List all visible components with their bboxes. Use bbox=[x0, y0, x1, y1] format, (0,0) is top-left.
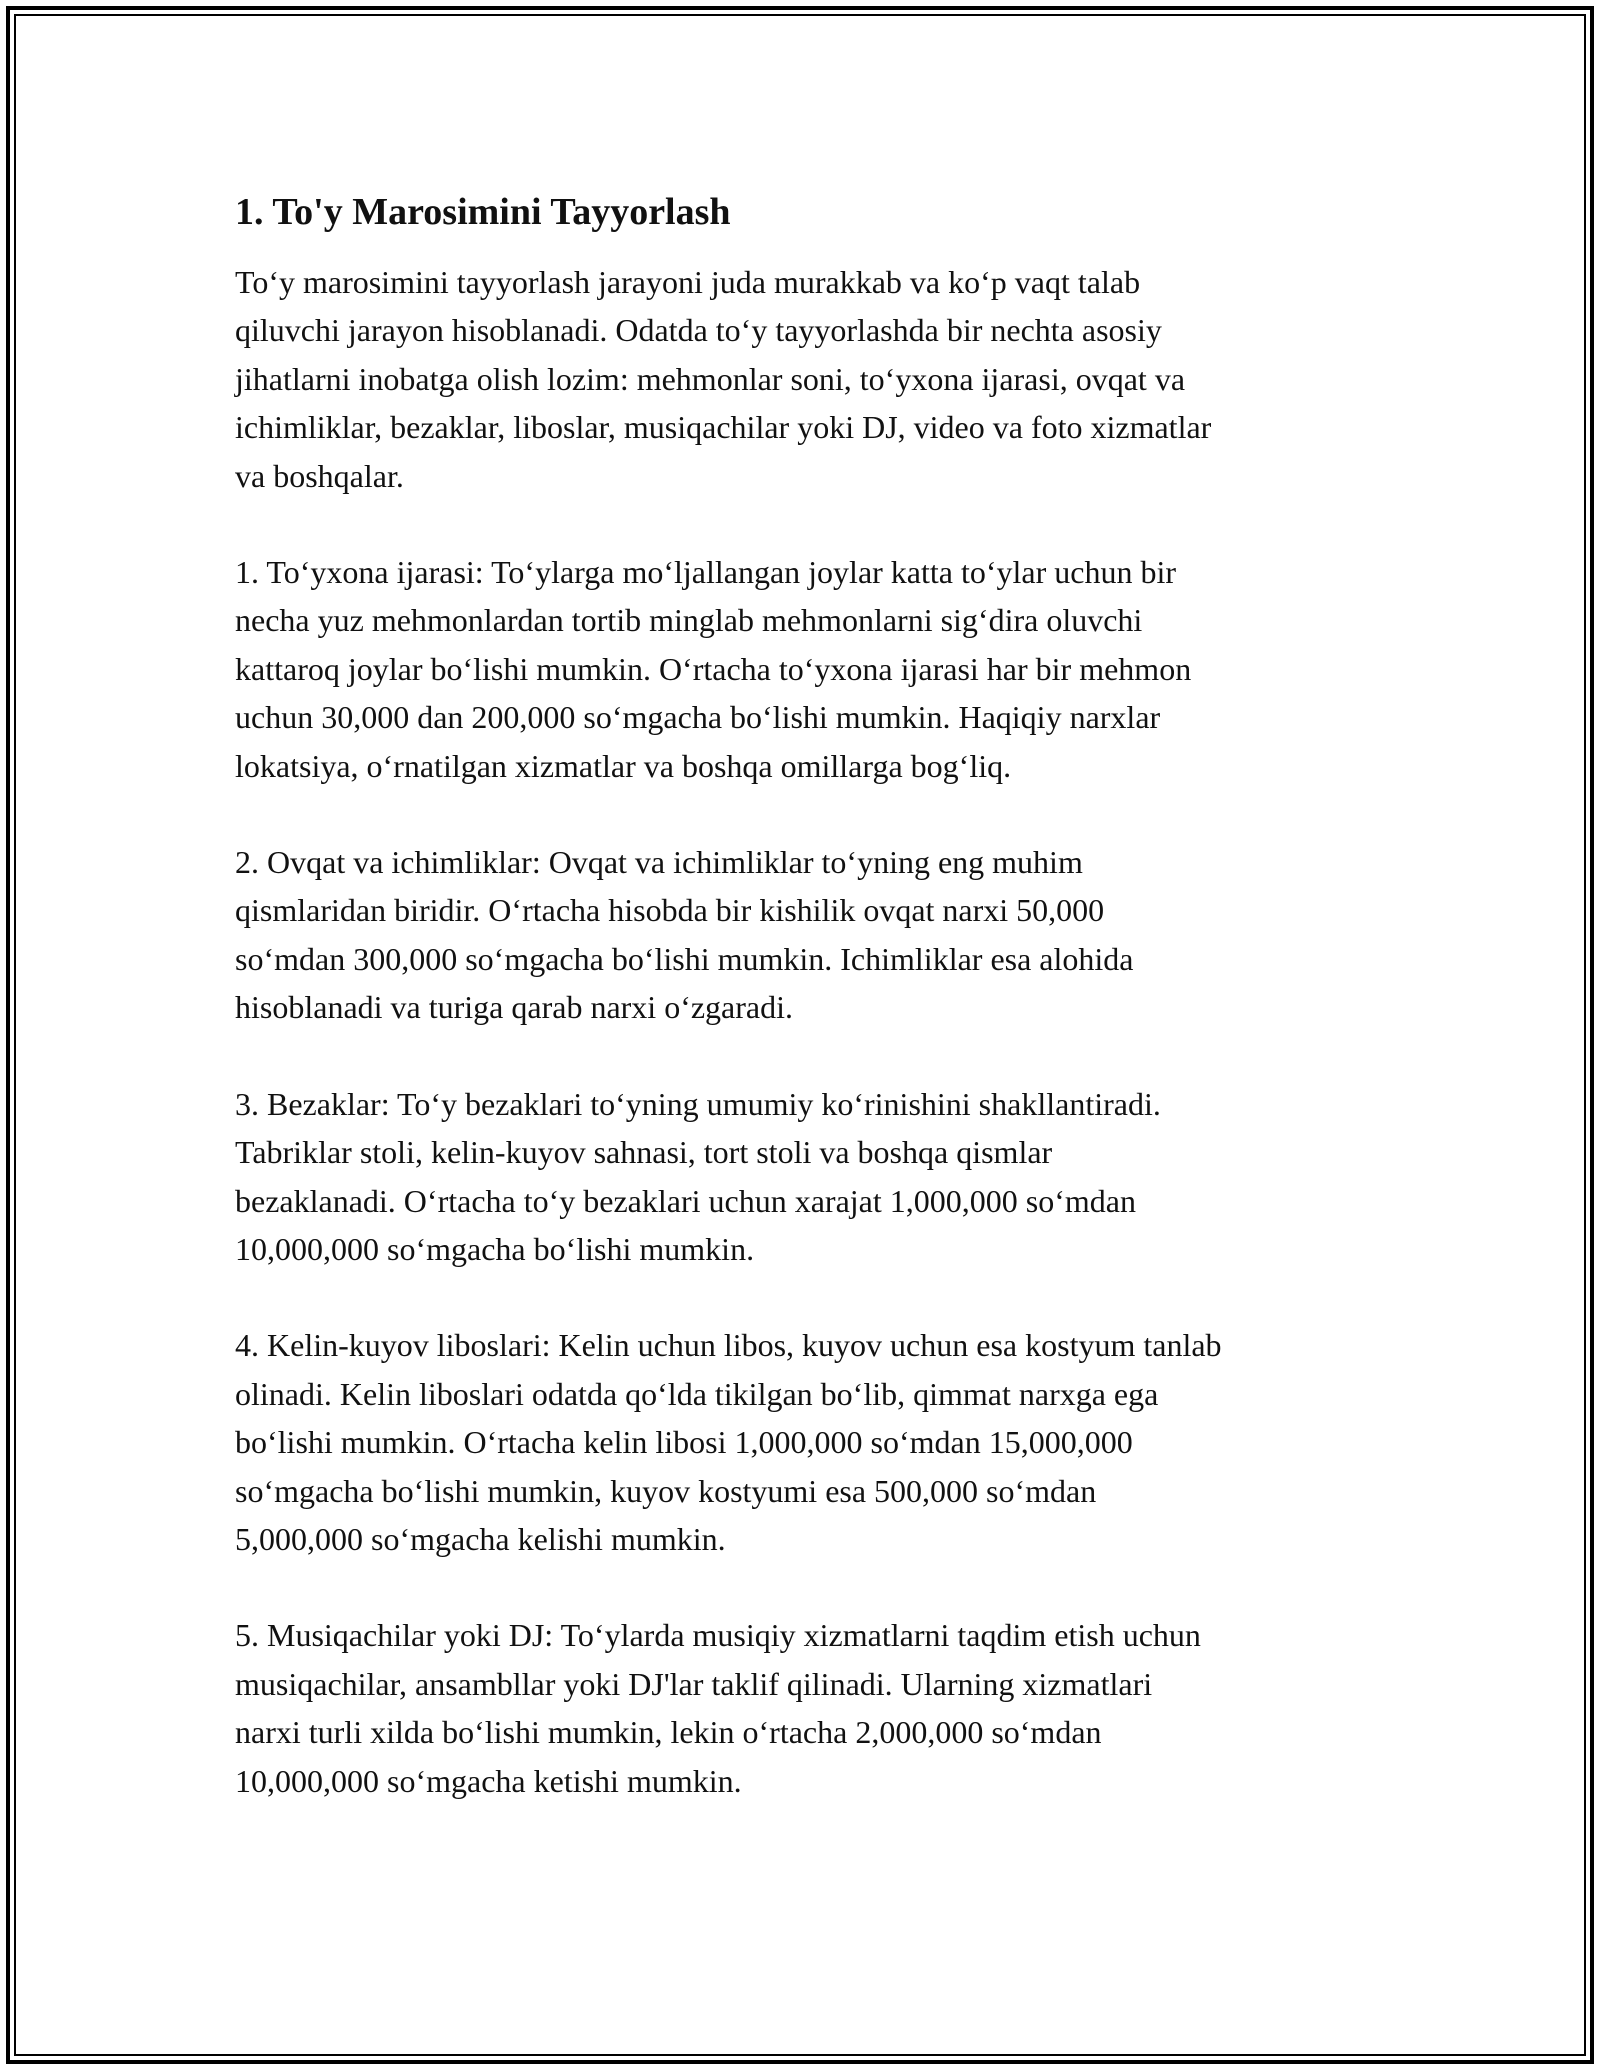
paragraph-line: olinadi. Kelin liboslari odatda qo‘lda tikilgan bo‘lib, qimmat narxga ega bbox=[235, 1375, 1159, 1412]
paragraph-line: 5. Musiqachilar yoki DJ: To‘ylarda musiqiy xizmatlarni taqdim etish uchun bbox=[235, 1617, 1201, 1654]
paragraph-line: kattaroq joylar bo‘lishi mumkin. O‘rtacha to‘yxona ijarasi har bir mehmon bbox=[235, 650, 1192, 687]
document-body bbox=[235, 186, 1375, 1853]
paragraph-line: Tabriklar stoli, kelin-kuyov sahnasi, tort stoli va boshqa qismlar bbox=[235, 1134, 1053, 1171]
paragraph-line: 4. Kelin-kuyov liboslari: Kelin uchun libos, kuyov uchun esa kostyum tanlab bbox=[235, 1327, 1222, 1364]
paragraph-intro bbox=[235, 258, 1375, 500]
paragraph-line: jihatlarni inobatga olish lozim: mehmonlar soni, to‘yxona ijarasi, ovqat va bbox=[235, 360, 1186, 397]
paragraph-line: so‘mdan 300,000 so‘mgacha bo‘lishi mumkin. Ichimliklar esa alohida bbox=[235, 940, 1134, 977]
paragraph-line: qismlaridan biridir. O‘rtacha hisobda bir kishilik ovqat narxi 50,000 bbox=[235, 892, 1105, 929]
paragraph-music-dj bbox=[235, 1611, 1375, 1805]
paragraph-bridal-attire bbox=[235, 1321, 1375, 1563]
paragraph-line: lokatsiya, o‘rnatilgan xizmatlar va boshqa omillarga bog‘liq. bbox=[235, 747, 1012, 784]
paragraph-line: necha yuz mehmonlardan tortib minglab mehmonlarni sig‘dira oluvchi bbox=[235, 602, 1143, 639]
paragraph-food-drinks bbox=[235, 838, 1375, 1032]
paragraph-line: bezaklanadi. O‘rtacha to‘y bezaklari uchun xarajat 1,000,000 so‘mdan bbox=[235, 1182, 1136, 1219]
paragraph-line: uchun 30,000 dan 200,000 so‘mgacha bo‘lishi mumkin. Haqiqiy narxlar bbox=[235, 699, 1161, 736]
paragraph-line: hisoblanadi va turiga qarab narxi o‘zgaradi. bbox=[235, 989, 793, 1026]
paragraph-line: 3. Bezaklar: To‘y bezaklari to‘yning umumiy ko‘rinishini shakllantiradi. bbox=[235, 1085, 1161, 1122]
paragraph-line: 10,000,000 so‘mgacha bo‘lishi mumkin. bbox=[235, 1230, 755, 1267]
paragraph-line: 2. Ovqat va ichimliklar: Ovqat va ichimliklar to‘yning eng muhim bbox=[235, 844, 1083, 881]
paragraph-line: 10,000,000 so‘mgacha ketishi mumkin. bbox=[235, 1762, 742, 1799]
paragraph-line: musiqachilar, ansambllar yoki DJ'lar taklif qilinadi. Ularning xizmatlari bbox=[235, 1665, 1153, 1702]
paragraph-venue-rental bbox=[235, 548, 1375, 790]
paragraph-decorations bbox=[235, 1080, 1375, 1274]
paragraph-line: narxi turli xilda bo‘lishi mumkin, lekin o‘rtacha 2,000,000 so‘mdan bbox=[235, 1714, 1102, 1751]
document-title: 1. To'y Marosimini Tayyorlash bbox=[235, 191, 731, 233]
paragraph-line: va boshqalar. bbox=[235, 457, 404, 494]
paragraph-line: ichimliklar, bezaklar, liboslar, musiqachilar yoki DJ, video va foto xizmatlar bbox=[235, 409, 1212, 446]
paragraph-line: To‘y marosimini tayyorlash jarayoni juda murakkab va ko‘p vaqt talab bbox=[235, 264, 1141, 300]
paragraph-line: qiluvchi jarayon hisoblanadi. Odatda to‘y tayyorlashda bir nechta asosiy bbox=[235, 312, 1162, 349]
paragraph-line: bo‘lishi mumkin. O‘rtacha kelin libosi 1,000,000 so‘mdan 15,000,000 bbox=[235, 1424, 1133, 1461]
paragraph-line: 1. To‘yxona ijarasi: To‘ylarga mo‘ljallangan joylar katta to‘ylar uchun bir bbox=[235, 554, 1177, 591]
paragraph-line: 5,000,000 so‘mgacha kelishi mumkin. bbox=[235, 1520, 726, 1557]
paragraph-line: so‘mgacha bo‘lishi mumkin, kuyov kostyumi esa 500,000 so‘mdan bbox=[235, 1472, 1097, 1509]
